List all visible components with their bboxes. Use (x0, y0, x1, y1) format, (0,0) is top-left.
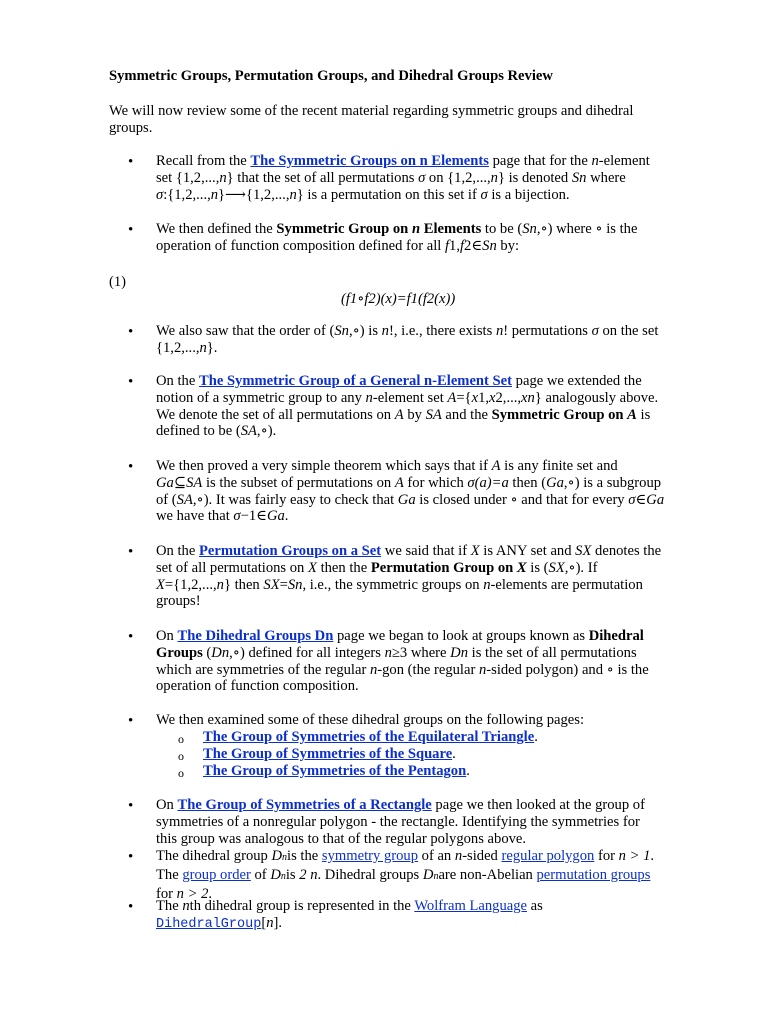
link-wolfram-language[interactable]: Wolfram Language (414, 898, 528, 914)
link-regular-polygon[interactable]: regular polygon (501, 848, 595, 864)
sub-list-item: The Group of Symmetries of the Square. (203, 746, 456, 762)
link-symmetric-group-general-n-element-set[interactable]: The Symmetric Group of a General n-Element Set (198, 373, 513, 389)
list-item: We then examined some of these dihedral groups on the following pages: (156, 712, 585, 728)
list-item: We then defined the Symmetric Group on n Elements to be (Sn,∘) where ∘ is the operation of function composition defined for all f1,f2∈Sn by: (156, 221, 638, 254)
list-item: On The Group of Symmetries of a Rectangle page we then looked at the group of symmetries of a nonregular polygon - the rectangle. Identifying the symmetries for this group was analogous to that of the regular polygons above. (156, 797, 645, 847)
bullet-glyph: • (128, 629, 134, 645)
link-square[interactable]: The Group of Symmetries of the Square (203, 746, 453, 762)
sub-list-item: The Group of Symmetries of the Pentagon. (203, 763, 470, 779)
sub-bullet-glyph: o (178, 749, 184, 763)
bullet-glyph: • (128, 713, 134, 729)
list-item: We then proved a very simple theorem which says that if A is any finite set and Ga⊆SA is the subset of permutations on A for which σ(a)=a then (Ga,∘) is a subgroup of (SA,∘). It was fairly easy to check that Ga is closed under ∘ and that for every σ∈Ga we have that σ−1∈Ga. (156, 458, 665, 525)
equation-number: (1) (109, 274, 127, 290)
link-permutation-groups[interactable]: permutation groups (536, 866, 651, 883)
list-item: On The Dihedral Groups Dn page we began to look at groups known as Dihedral Groups (Dn,∘) defined for all integers n≥3 where Dn is the set of all permutations which are symmetries of the regular n-gon (the regular n-sided polygon) and ∘ is the operation of function composition. (156, 628, 649, 695)
bullet-glyph: • (128, 544, 134, 560)
bullet-glyph: • (128, 154, 134, 170)
equation: (f1∘f2)(x)=f1(f2(x)) (341, 291, 456, 307)
list-item: On the The Symmetric Group of a General n-Element Set page we extended the notion of a symmetric group to any n-element set A={x1,x2,...,xn} analogously above. We denote the set of all permutations on A by SA and the Symmetric Group on A is defined to be (SA,∘). (156, 373, 659, 440)
link-pentagon[interactable]: The Group of Symmetries of the Pentagon (203, 763, 467, 779)
bullet-glyph: • (128, 222, 134, 238)
link-equilateral-triangle[interactable]: The Group of Symmetries of the Equilateral Triangle (203, 729, 535, 745)
intro-line: groups. (109, 119, 153, 136)
intro-paragraph (109, 103, 669, 137)
bullet-glyph: • (128, 459, 134, 475)
bullet-glyph: • (128, 899, 134, 915)
link-rectangle[interactable]: The Group of Symmetries of a Rectangle (177, 797, 432, 813)
intro-line: We will now review some of the recent material regarding symmetric groups and dihedral (109, 103, 634, 119)
link-permutation-groups-on-a-set[interactable]: Permutation Groups on a Set (198, 543, 382, 559)
sub-list-item: The Group of Symmetries of the Equilateral Triangle. (203, 729, 538, 745)
link-group-order[interactable]: group order (182, 866, 251, 883)
list-item: Recall from the The Symmetric Groups on n Elements page that for the n-element set {1,2,...,n} that the set of all permutations σ on {1,2,...,n} is denoted Sn where σ:{1,2,...,n}⟶{1,2,...,n} is a permutation on this set if σ is a bijection. (156, 153, 650, 203)
sub-bullet-glyph: o (178, 732, 184, 746)
link-symmetric-groups-on-n-elements[interactable]: The Symmetric Groups on n Elements (250, 153, 489, 169)
link-dihedralgroup-code[interactable]: DihedralGroup (156, 916, 262, 932)
list-item: The dihedral group Dnis the symmetry group of an n-sided regular polygon for n > 1. The group order of Dnis 2 n. Dihedral groups Dnare non-Abelian permutation groups for n > 2. (156, 848, 655, 902)
list-item: The nth dihedral group is represented in the Wolfram Language as DihedralGroup[n]. (156, 898, 543, 932)
bullet-glyph: • (128, 849, 134, 865)
list-item: We also saw that the order of (Sn,∘) is n!, i.e., there exists n! permutations σ on the set {1,2,...,n}. (156, 323, 659, 356)
bullet-glyph: • (128, 798, 134, 814)
link-symmetry-group[interactable]: symmetry group (321, 848, 418, 864)
bullet-glyph: • (128, 374, 134, 390)
bullet-glyph: • (128, 324, 134, 340)
sub-bullet-glyph: o (178, 766, 184, 780)
list-item: On the Permutation Groups on a Set we said that if X is ANY set and SX denotes the set of all permutations on X then the Permutation Group on X is (SX,∘). If X={1,2,...,n} then SX=Sn, i.e., the symmetric groups on n-elements are permutation groups! (156, 543, 662, 610)
page-title: Symmetric Groups, Permutation Groups, and Dihedral Groups Review (109, 68, 553, 84)
link-dihedral-groups-dn[interactable]: The Dihedral Groups Dn (177, 628, 334, 644)
